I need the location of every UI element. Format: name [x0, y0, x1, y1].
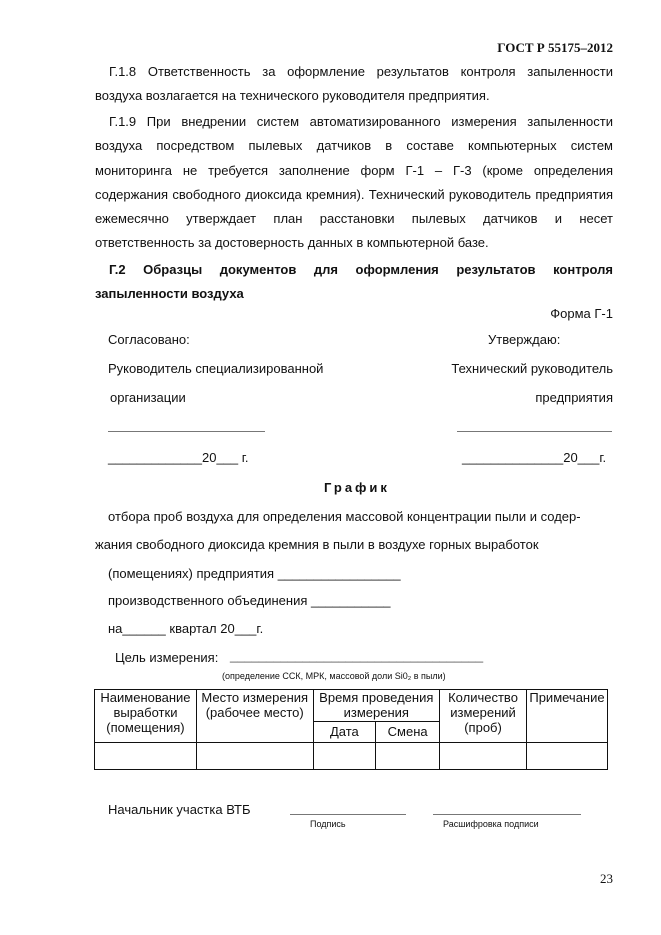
header-measurement-count: Количество измерений (проб): [440, 690, 527, 743]
header-working-name: Наименование выработки (помещения): [95, 690, 197, 743]
left-signature-line: [108, 431, 265, 432]
approve-label: Утверждаю:: [488, 332, 561, 347]
quarter-field: на______ квартал 20___г.: [108, 621, 264, 636]
right-position-line1: Технический руководитель: [451, 361, 613, 376]
purpose-label: Цель измерения:: [115, 650, 219, 665]
paragraph-g-1-9: [95, 110, 613, 256]
header-measurement-time: Время проведения измерения: [313, 690, 440, 722]
agreed-label: Согласовано:: [108, 332, 190, 347]
section-heading-g-2: [95, 258, 613, 307]
paragraph-g-1-8: [95, 60, 613, 109]
header-date: Дата: [313, 721, 376, 742]
right-signature-line: [457, 431, 612, 432]
left-date-field: _____________20___ г.: [108, 450, 249, 465]
decode-line: [433, 814, 581, 815]
paragraph-g-1-8-text: Г.1.8 Ответственность за оформление результатов контроля запыленности воздуха возлагается на технического руководителя предприятия.: [95, 64, 613, 104]
sign-line: [290, 814, 406, 815]
right-date-field: ______________20___г.: [462, 450, 607, 465]
page-number: 23: [600, 871, 613, 886]
table-row: [95, 743, 608, 770]
form-description-line1: отбора проб воздуха для определения массовой концентрации пыли и содер-: [108, 509, 581, 524]
header-note: Примечание: [526, 690, 607, 743]
right-position-line2: предприятия: [535, 390, 613, 405]
form-description-line2: жания свободного диоксида кремния в пыли в воздухе горных выработок: [95, 537, 539, 552]
measurement-table: [94, 689, 608, 770]
table-cell[interactable]: [526, 743, 607, 770]
section-heading-text: Г.2 Образцы документов для оформления результатов контроля запыленности воздуха: [95, 262, 613, 302]
header-shift: Смена: [376, 721, 440, 742]
purpose-hint: (определение ССК, МРК, массовой доли Si0₂ в пыли): [222, 671, 446, 681]
left-position-line1: Руководитель специализированной: [108, 361, 324, 376]
association-field: производственного объединения ___________: [108, 593, 391, 608]
signature-label: Начальник участка ВТБ: [108, 802, 251, 817]
form-label: Форма Г-1: [550, 306, 613, 321]
table-cell[interactable]: [440, 743, 527, 770]
purpose-line: ___________________________________: [230, 648, 484, 663]
sign-caption: Подпись: [310, 819, 346, 829]
premises-field: (помещениях) предприятия _________________: [108, 566, 401, 581]
table-cell[interactable]: [196, 743, 313, 770]
decode-caption: Расшифровка подписи: [443, 819, 539, 829]
header-measurement-place: Место измерения (рабочее место): [196, 690, 313, 743]
document-code: ГОСТ Р 55175–2012: [497, 40, 613, 55]
table-cell[interactable]: [376, 743, 440, 770]
table-cell[interactable]: [313, 743, 376, 770]
table-cell[interactable]: [95, 743, 197, 770]
form-title: График: [324, 480, 390, 495]
paragraph-g-1-9-text: Г.1.9 При внедрении систем автоматизированного измерения запыленности воздуха посредством пылевых датчиков в составе компьютерных систем мониторинга не требуется заполнение форм Г-1 – Г-3 (кроме определения содержания свободного диоксида кремния). Технический руководитель предприятия ежемесячно утверждает план расстановки пылевых датчиков и несет ответственность за достоверность данных в компьютерной базе.: [95, 114, 613, 251]
left-position-line2: организации: [110, 390, 186, 405]
